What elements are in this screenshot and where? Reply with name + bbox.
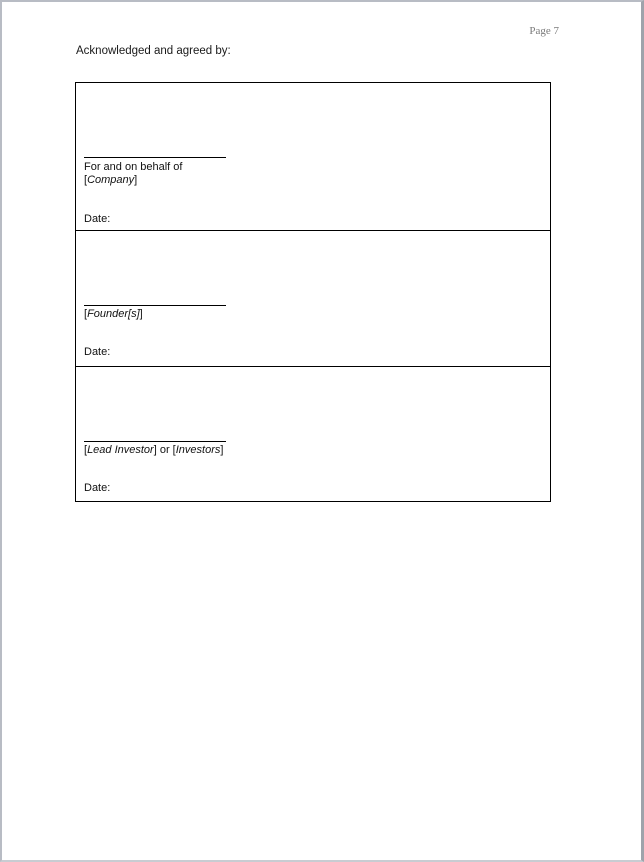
- signature-block-company: [76, 83, 550, 231]
- signature-block-investor: [76, 367, 550, 501]
- signature-line: [84, 157, 226, 158]
- signature-line: [84, 441, 226, 442]
- party-name: [Founder[s]]: [84, 308, 143, 320]
- party-name: [Lead Investor] or [Investors]: [84, 444, 224, 456]
- party-label: [84, 161, 182, 187]
- date-label: Date:: [84, 213, 111, 225]
- acknowledgement-heading: Acknowledged and agreed by:: [76, 45, 231, 57]
- date-label: Date:: [84, 346, 111, 358]
- signature-block-founder: [76, 231, 550, 367]
- on-behalf-text: For and on behalf of: [84, 161, 183, 173]
- party-name: [Company]: [84, 174, 138, 186]
- signature-table: [75, 82, 551, 502]
- page-number: Page 7: [529, 25, 559, 37]
- date-label: Date:: [84, 482, 111, 494]
- signature-line: [84, 305, 226, 306]
